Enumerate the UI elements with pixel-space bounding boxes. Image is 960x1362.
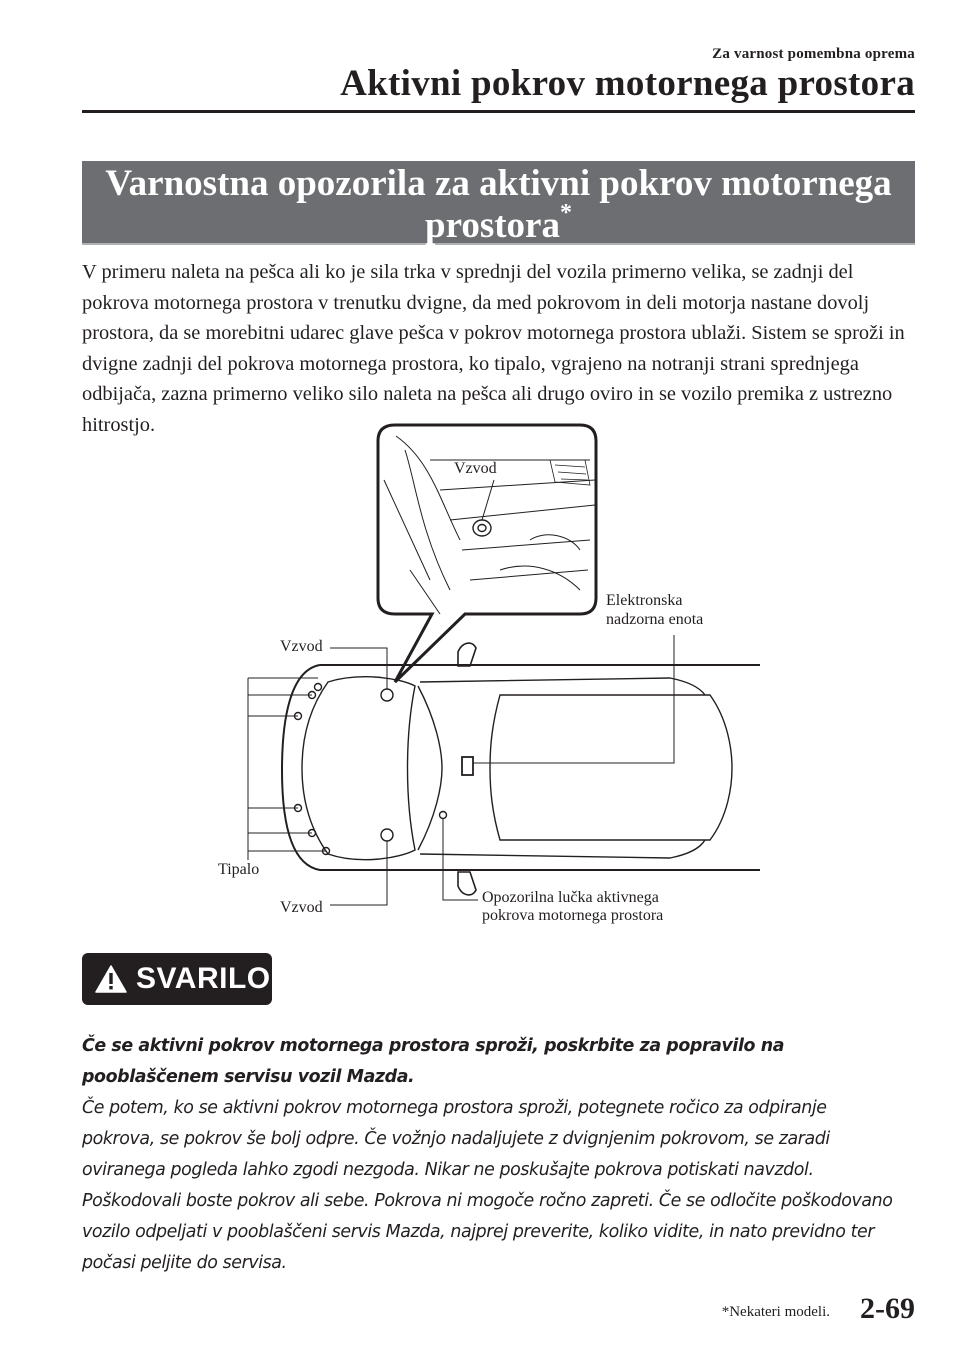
side-glass-bottom [420, 840, 705, 858]
warning-text [82, 1031, 902, 1279]
lever-bottom [381, 829, 393, 841]
lever-top [381, 689, 393, 701]
header-section: Za varnost pomembna oprema [712, 46, 915, 62]
label-vzvod-top: Vzvod [280, 638, 323, 655]
label-opozorilna-2: pokrova motornega prostora [482, 907, 664, 924]
warning-bold: Če se aktivni pokrov motornega prostora sproži, poskrbite za popravilo na pooblaščenem servisu vozil Mazda. [82, 1036, 785, 1087]
diagram-drawing [200, 420, 760, 940]
mirror-top [458, 643, 476, 666]
roof [490, 695, 732, 840]
leader-vzvod-bottom [330, 841, 387, 905]
header-title: Aktivni pokrov motornega prostora [340, 63, 915, 104]
section-banner [82, 161, 915, 245]
inset-bolt [473, 520, 491, 536]
intro-paragraph: V primeru naleta na pešca ali ko je sila trka v sprednji del vozila primerno velika, se zadnji del pokrova motornega prostora v trenutku dvigne, da med pokrovom in deli motorja nastane dovolj prostora, da se morebitni udarec glave pešca v pokrov motornega prostora ublaži. Sistem se sproži in dvigne zadnji del pokrova motornega prostora, ko tipalo, vgrajeno na notranji strani sprednjega odbijača, zazna primerno veliko silo naleta na pešca ali drugo oviro in se vozilo premika z ustrezno hitrostjo. [82, 261, 905, 436]
ecu-box [462, 757, 473, 775]
svarilo-badge [82, 953, 272, 1005]
banner-asterisk: * [559, 199, 572, 226]
label-opozorilna-1: Opozorilna lučka aktivnega [482, 889, 659, 906]
label-tipalo: Tipalo [218, 861, 260, 878]
side-glass-top [420, 678, 705, 695]
label-elektronska-1: Elektronska [606, 592, 683, 609]
label-elektronska-2: nadzorna enota [606, 611, 704, 628]
svarilo-label: SVARILO [136, 962, 271, 995]
car-body [282, 665, 760, 870]
footnote: *Nekateri modeli. [721, 1304, 830, 1320]
label-vzvod-bottom: Vzvod [280, 899, 323, 916]
sensor-1 [315, 684, 322, 691]
hood-diagram [200, 420, 760, 940]
inset-bolt-inner [478, 525, 486, 532]
hood [302, 677, 415, 860]
leader-elektronska [473, 635, 674, 763]
banner-title: Varnostna opozorila za aktivni pokrov motornega prostora [105, 163, 892, 246]
page-number: 2-69 [860, 1292, 915, 1325]
mirror-bottom [458, 872, 476, 895]
windshield [418, 686, 442, 850]
warning-icon [94, 964, 128, 994]
warning-light [440, 812, 447, 819]
header-rule [82, 110, 915, 113]
inset-vzvod-leader [482, 480, 494, 520]
warning-body: Če potem, ko se aktivni pokrov motornega prostora sproži, potegnete ročico za odpiranje pokrova, se pokrov še bolj odpre. Če vožnjo nadaljujete z dvignjenim pokrovom, se zaradi oviranega pogleda lahko zgodi nezgoda. Nikar ne poskušajte pokrova potiskati navzdol. Poškodovali boste pokrov ali sebe. Pokrova ni mogoče ročno zapreti. Če se odločite poškodovano vozilo odpeljati v pooblaščeni servis Mazda, najprej preverite, koliko vidite, in nato previdno ter počasi peljite do servisa. [82, 1098, 893, 1273]
leader-vzvod-top [330, 648, 387, 689]
label-vzvod-inset: Vzvod [454, 460, 497, 477]
leader-opozorilna [443, 819, 478, 900]
